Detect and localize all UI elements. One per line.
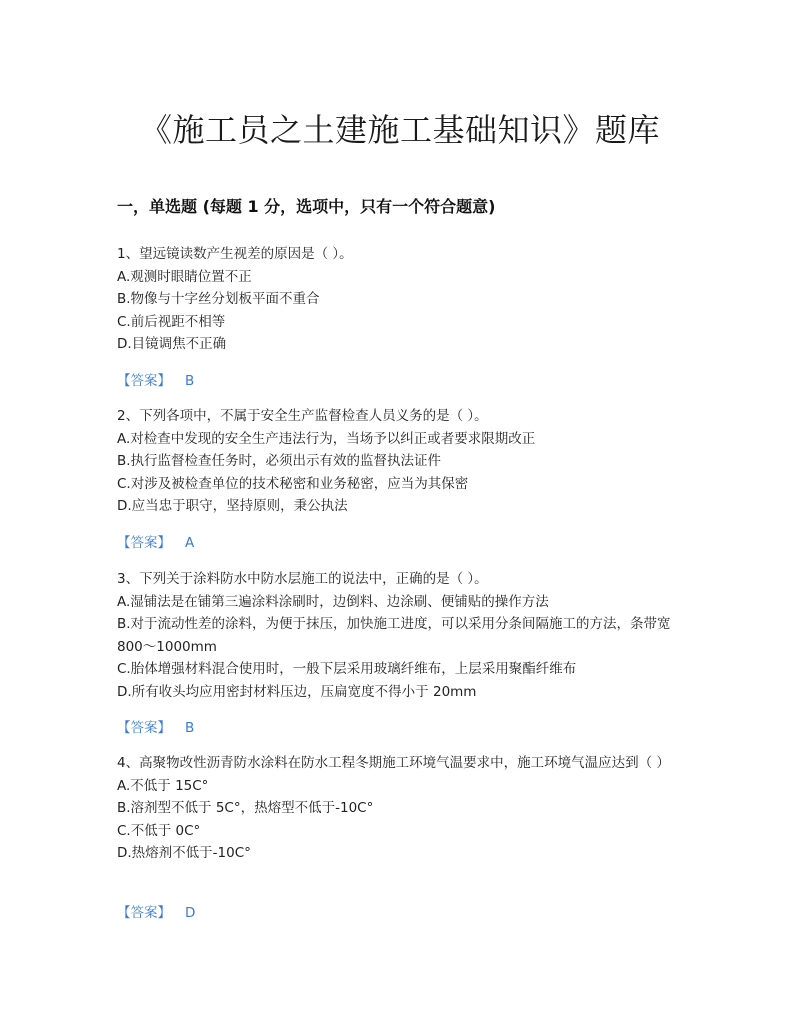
option-b: B.物像与十字丝分划板平面不重合 [117,291,320,307]
option-a: A.不低于 15C° [117,777,209,794]
document-title: 《施工员之土建施工基础知识》题库 [139,111,660,149]
question-stem: 2、下列各项中，不属于安全生产监督检查人员义务的是（ ）。 [117,408,488,424]
answer-4 [117,903,195,923]
answer-value: B [185,373,195,389]
section-heading: 一，单选题 (每题 1 分，选项中，只有一个符合题意) [117,197,496,216]
answer-3 [117,718,194,738]
question-3 [117,568,687,703]
option-c: C.对涉及被检查单位的技术秘密和业务秘密，应当为其保密 [117,475,469,492]
option-c: C.前后视距不相等 [117,313,226,330]
question-stem: 1、望远镜读数产生视差的原因是（ ）。 [117,246,353,262]
option-d: D.应当忠于职守，坚持原则，秉公执法 [117,498,348,514]
answer-label: 【答案】 [117,373,171,389]
option-d: D.所有收头均应用密封材料压边，压扁宽度不得小于 20mm [117,683,477,700]
answer-1 [117,371,194,391]
option-b: B.执行监督检查任务时，必须出示有效的监督执法证件 [117,453,442,469]
answer-value: B [185,720,195,736]
question-2 [117,405,687,518]
option-c: C.胎体增强材料混合使用时，一般下层采用玻璃纤维布，上层采用聚酯纤维布 [117,661,577,677]
answer-2 [117,533,194,553]
option-a: A.观测时眼睛位置不正 [117,268,252,285]
option-c: C.不低于 0C° [117,822,201,839]
answer-label: 【答案】 [117,905,171,921]
option-d: D.热熔剂不低于-10C° [117,845,251,861]
option-a: A.对检查中发现的安全生产违法行为，当场予以纠正或者要求限期改正 [117,430,536,447]
answer-value: D [185,905,196,921]
option-b: B.溶剂型不低于 5C°，热熔型不低于-10C° [117,800,374,816]
question-4 [117,752,687,865]
option-a: A.湿铺法是在铺第三遍涂料涂刷时，边倒料、边涂刷、便铺贴的操作方法 [117,593,549,610]
question-stem: 4、高聚物改性沥青防水涂料在防水工程冬期施工环境气温要求中，施工环境气温应达到（ ） [117,755,670,771]
answer-label: 【答案】 [117,535,171,551]
option-b: B.对于流动性差的涂料，为便于抹压，加快施工进度，可以采用分条间隔施工的方法，条带宽 800～1000mm [117,616,671,655]
question-stem: 3、下列关于涂料防水中防水层施工的说法中，正确的是（ ）。 [117,571,488,587]
answer-label: 【答案】 [117,720,171,736]
option-d: D.目镜调焦不正确 [117,336,227,352]
answer-value: A [185,535,195,551]
question-1 [117,243,687,356]
